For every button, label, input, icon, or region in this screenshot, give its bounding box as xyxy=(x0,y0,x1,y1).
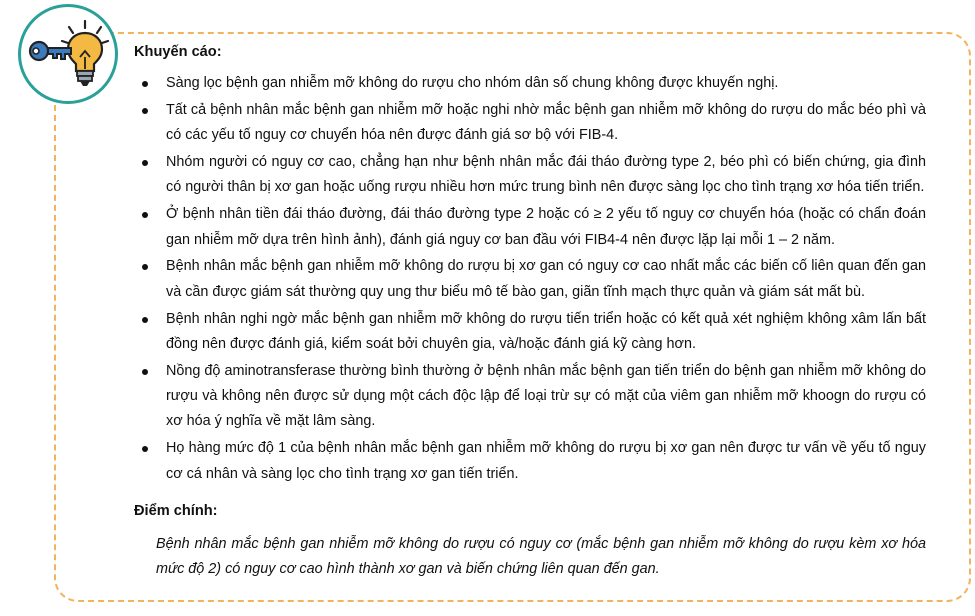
badge-circle xyxy=(18,4,118,104)
key-points-text: Bệnh nhân mắc bệnh gan nhiễm mỡ không do rượu có nguy cơ (mắc bệnh gan nhiễm mỡ không do rượu kèm xơ hóa mức độ 2) có nguy cơ cao hình thành xơ gan và biến chứng liên quan đến gan. xyxy=(156,535,926,577)
list-item: Bệnh nhân mắc bệnh gan nhiễm mỡ không do rượu bị xơ gan có nguy cơ cao nhất mắc các biến cố liên quan đến gan và cần được giám sát thường quy ung thư biểu mô tế bào gan, giãn tĩnh mạch thực quản và giám sát mất bù. xyxy=(134,254,926,305)
bullet-icon xyxy=(142,264,148,270)
recommendations-list xyxy=(134,71,926,487)
list-item: Nồng độ aminotransferase thường bình thường ở bệnh nhân mắc bệnh gan tiến triển do bệnh gan nhiễm mỡ không do rượu và không nên được sử dụng một cách độc lập để loại trừ sự có mặt của viêm gan nhiễm mỡ khoogn do rượu có xơ hóa ý nghĩa về mặt lâm sàng. xyxy=(134,359,926,435)
recommendations-heading: Khuyến cáo: xyxy=(134,44,222,60)
list-item: Ở bệnh nhân tiền đái tháo đường, đái tháo đường type 2 hoặc có ≥ 2 yếu tố nguy cơ chuyển hóa (hoặc có chẩn đoán gan nhiễm mỡ dựa trên hình ảnh), đánh giá nguy cơ ban đầu với FIB4-4 nên được lặp lại mỗi 1 – 2 năm. xyxy=(134,202,926,253)
key-lightbulb-icon xyxy=(21,7,115,101)
bullet-icon xyxy=(142,446,148,452)
list-item: Sàng lọc bệnh gan nhiễm mỡ không do rượu cho nhóm dân số chung không được khuyến nghị. xyxy=(134,71,926,96)
list-item: Nhóm người có nguy cơ cao, chẳng hạn như bệnh nhân mắc đái tháo đường type 2, béo phì có biến chứng, gia đình có người thân bị xơ gan hoặc uống rượu nhiều hơn mức trung bình nên được sàng lọc cho tình trạng xơ hóa tiến triển. xyxy=(134,150,926,201)
content-area xyxy=(134,40,926,582)
list-item: Bệnh nhân nghi ngờ mắc bệnh gan nhiễm mỡ không do rượu tiến triển hoặc có kết quả xét nghiệm không xâm lấn bất đồng nên được đánh giá, kiểm soát bởi chuyên gia, và/hoặc đánh giá kỹ càng hơn. xyxy=(134,307,926,358)
bullet-icon xyxy=(142,160,148,166)
bullet-icon xyxy=(142,317,148,323)
bullet-icon xyxy=(142,81,148,87)
bullet-icon xyxy=(142,212,148,218)
list-item: Tất cả bệnh nhân mắc bệnh gan nhiễm mỡ hoặc nghi nhờ mắc bệnh gan nhiễm mỡ không do rượu do mắc béo phì và có các yếu tố nguy cơ chuyển hóa nên được đánh giá sơ bộ với FIB-4. xyxy=(134,98,926,149)
key-points-heading: Điểm chính: xyxy=(134,502,218,519)
bullet-icon xyxy=(142,369,148,375)
bullet-icon xyxy=(142,108,148,114)
list-item: Họ hàng mức độ 1 của bệnh nhân mắc bệnh gan nhiễm mỡ không do rượu bị xơ gan nên được tư vấn về yếu tố nguy cơ cá nhân và sàng lọc cho tình trạng xơ gan tiến triển. xyxy=(134,436,926,487)
